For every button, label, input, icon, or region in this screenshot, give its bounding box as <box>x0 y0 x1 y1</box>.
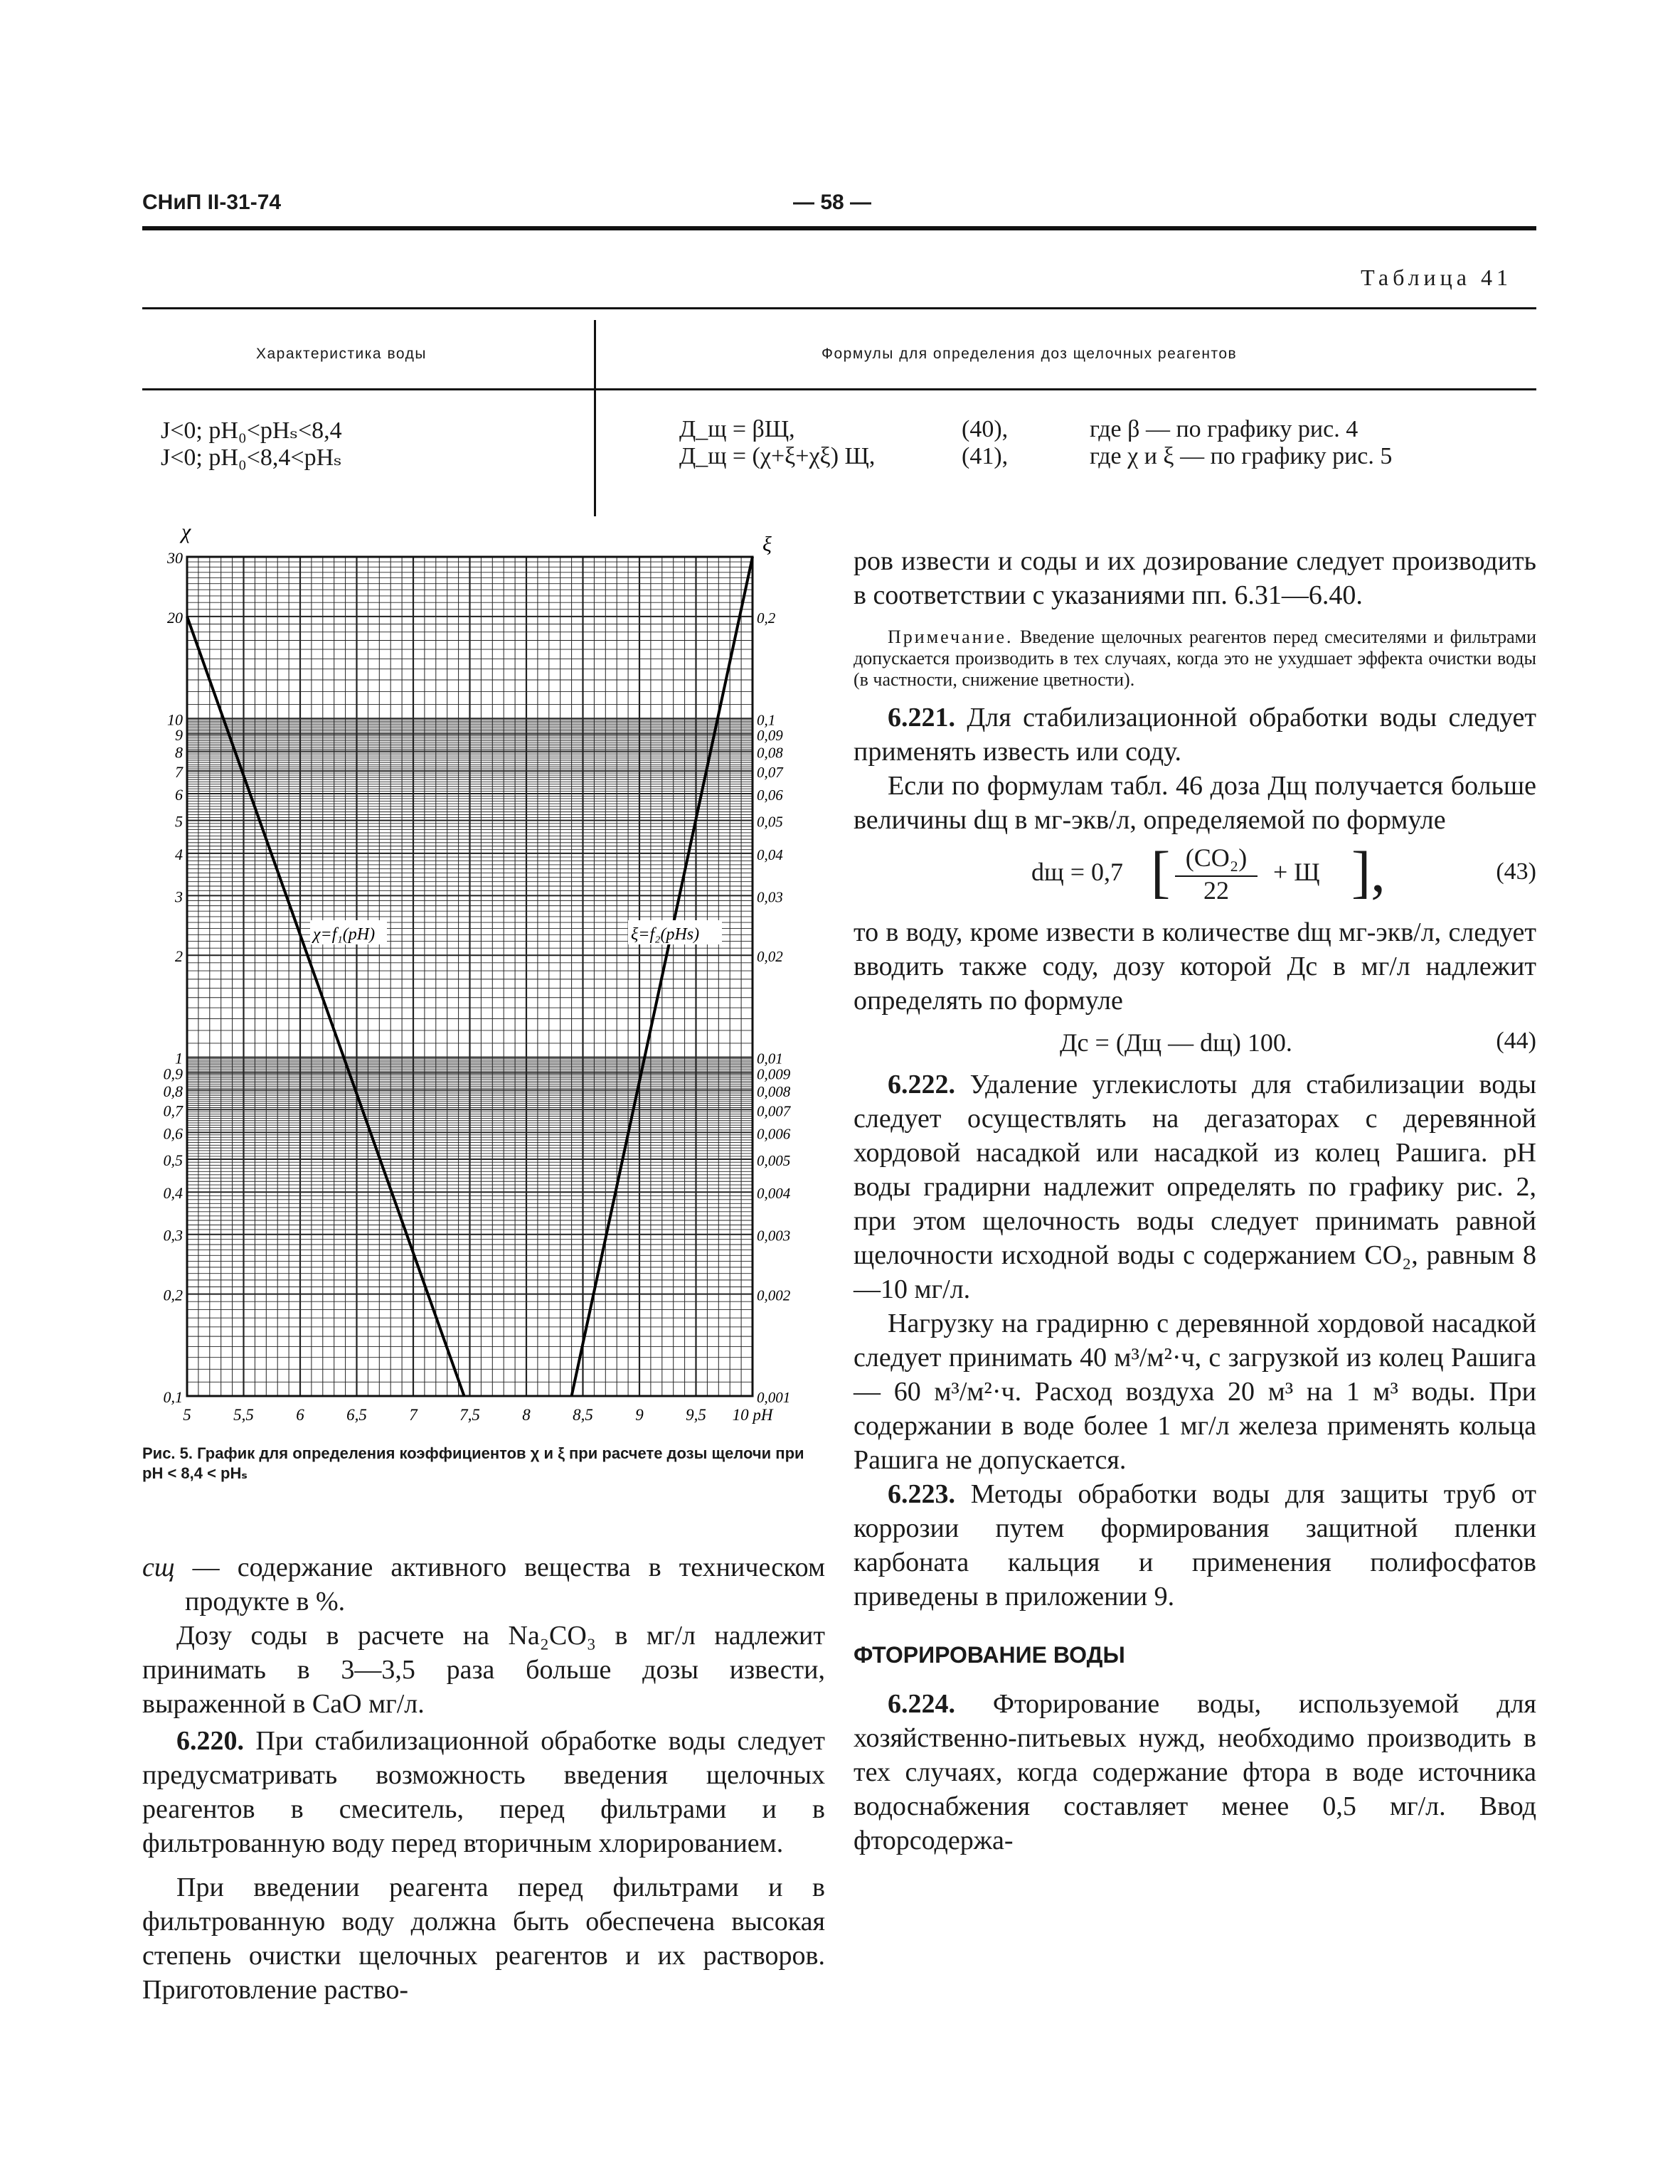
para-reagent-intro: При введении реагента перед фильтрами и в фильтрованную воду должна быть обеспечена высокая степень очистки щелочных реагентов и их растворов. Приготовление раство- <box>142 1873 825 2005</box>
para-load: Нагрузку на градирню с деревянной хордовой насадкой следует принимать 40 м³/м²·ч, с загрузкой из колец Рашига — 60 м³/м²·ч. Расход воздуха 20 м³ на 1 м³ воды. При содержании в воде более 1 мг/л железа применять кольца Рашига не допускается. <box>854 1309 1536 1475</box>
para-6-220 <box>142 1724 825 1860</box>
para-6-222 <box>854 1067 1536 1306</box>
eq43-numerator: (CO₂) <box>1185 843 1248 872</box>
p6222-number: 6.222. <box>888 1070 955 1099</box>
x-tick-label: 9 <box>635 1406 644 1424</box>
table-header-rule <box>142 388 1536 390</box>
left-tick-label: 0,5 <box>163 1151 183 1170</box>
left-tick-label: 1 <box>175 1049 183 1067</box>
eq43-bracket-open: [ <box>1151 839 1171 904</box>
eq43-denominator: 22 <box>1203 876 1229 905</box>
note <box>854 627 1536 691</box>
x-tick-label: 7 <box>409 1406 418 1424</box>
left-tick-label: 3 <box>175 888 183 906</box>
right-tick-label: 0,1 <box>757 711 776 729</box>
right-tick-label: 0,007 <box>757 1102 791 1120</box>
eq43-number: (43) <box>1496 858 1536 885</box>
left-axis-ticks <box>164 549 184 1406</box>
table-row2-condition: J<0; pH₀<8,4<pHₛ <box>161 444 342 471</box>
doc-code: СНиП II-31-74 <box>142 191 282 214</box>
p6222-text: Удаление углекислоты для стабилизации воды следует осуществлять на дегазаторах с деревянной хордовой насадкой или насадкой из колец Рашига. pH воды градирни надлежит определять по графику рис. 2, при этом щелочность воды следует принимать равной щелочности исходной воды с содержанием CO₂, равным 8—10 мг/л. <box>854 1070 1536 1304</box>
right-tick-label: 0,06 <box>757 786 783 804</box>
right-tick-label: 0,001 <box>757 1389 791 1406</box>
p6224-text: Фторирование воды, используемой для хозяйственно-питьевых нужд, необходимо производить в тех случаях, когда содержание фтора в воде источника водоснабжения составляет менее 0,5 мг/л. Ввод фторсодержа- <box>854 1689 1537 1855</box>
header-rule <box>142 226 1536 230</box>
left-tick-label: 4 <box>175 845 183 863</box>
eq43-lhs: dщ = 0,7 <box>1031 858 1124 886</box>
table-row2-number: (41), <box>962 443 1009 469</box>
right-axis-ticks <box>757 609 792 1406</box>
table-caption: Таблица 41 <box>1361 265 1512 290</box>
right-tick-label: 0,01 <box>757 1050 783 1067</box>
eq43-bracket-close: ], <box>1351 839 1386 904</box>
x-tick-label: 5,5 <box>233 1406 254 1424</box>
right-tick-label: 0,003 <box>757 1227 791 1245</box>
left-tick-label: 10 <box>167 710 183 729</box>
p6223-number: 6.223. <box>888 1479 955 1509</box>
x-tick-label: 7,5 <box>459 1406 480 1424</box>
para-6-224 <box>854 1687 1536 1858</box>
left-tick-label: 20 <box>167 608 183 627</box>
table-row2-note: где χ и ξ — по графику рис. 5 <box>1090 443 1393 469</box>
right-tick-label: 0,02 <box>757 948 783 966</box>
right-tick-label: 0,09 <box>757 727 783 745</box>
p6223-text: Методы обработки воды для защиты труб от коррозии путем формирования защитной пленки карбоната кальция и применения полифосфатов приведены в приложении 9. <box>854 1479 1536 1612</box>
x-tick-label: 9,5 <box>686 1406 706 1424</box>
right-tick-label: 0,002 <box>757 1287 791 1304</box>
right-tick-label: 0,2 <box>757 609 776 627</box>
left-tick-label: 0,1 <box>163 1388 183 1406</box>
right-tick-label: 0,03 <box>757 888 783 906</box>
eq43-rest: + Щ <box>1273 858 1320 886</box>
x-tick-label: 8,5 <box>573 1406 593 1424</box>
figure-caption <box>142 1444 825 1483</box>
table-top-rule <box>142 307 1536 309</box>
left-tick-label: 30 <box>167 549 183 567</box>
right-tick-label: 0,08 <box>757 744 783 762</box>
right-tick-label: 0,07 <box>757 764 783 782</box>
table-row2-formula: Д_щ = (χ+ξ+χξ) Щ, <box>679 443 876 469</box>
left-tick-label: 9 <box>175 726 183 745</box>
right-tick-label: 0,04 <box>757 846 783 863</box>
x-tick-label: 6,5 <box>346 1406 367 1424</box>
x-tick-label: 5 <box>183 1406 191 1424</box>
x-tick-label: 10 pH <box>732 1406 773 1424</box>
left-tick-label: 0,4 <box>163 1184 183 1203</box>
table-column-divider <box>594 320 596 516</box>
table-col2-header: Формулы для определения доз щелочных реагентов <box>822 346 1238 362</box>
section-title: ФТОРИРОВАНИЕ ВОДЫ <box>854 1642 1125 1668</box>
def-symbol: сщ <box>142 1552 175 1582</box>
table-row1-formula: Д_щ = βЩ, <box>679 416 795 442</box>
left-tick-label: 0,8 <box>163 1082 183 1100</box>
para-6-221 <box>854 701 1536 769</box>
left-tick-label: 0,9 <box>163 1065 183 1083</box>
right-tick-label: 0,004 <box>757 1185 791 1203</box>
left-column <box>142 1550 825 2007</box>
para-continuation: ров извести и соды и их дозирование следует производить в соответствии с указаниями пп. 6.31—6.40. <box>854 546 1536 610</box>
curve1-label: χ=f₁(pH) <box>313 925 376 944</box>
left-tick-label: 2 <box>175 947 183 966</box>
figure-caption-text: График для определения коэффициентов χ и ξ при расчете дозы щелочи при pH < 8,4 < pHₛ <box>142 1444 804 1482</box>
right-tick-label: 0,008 <box>757 1082 791 1100</box>
def-text: — содержание активного вещества в техническом продукте в %. <box>185 1552 825 1616</box>
para-if-dose: Если по формулам табл. 46 доза Дщ получается больше величины dщ в мг-экв/л, определяемой по формуле <box>854 771 1536 835</box>
equation-44 <box>854 1023 1536 1067</box>
right-tick-label: 0,006 <box>757 1125 791 1143</box>
figure-caption-number: Рис. 5. <box>142 1444 193 1462</box>
page-number: — 58 — <box>793 191 872 214</box>
left-tick-label: 6 <box>175 785 183 804</box>
left-tick-label: 0,6 <box>163 1124 183 1143</box>
right-tick-label: 0,05 <box>757 813 783 831</box>
x-tick-label: 6 <box>296 1406 304 1424</box>
left-tick-label: 0,3 <box>163 1226 183 1245</box>
x-axis-ticks <box>183 1406 774 1424</box>
p6220-text: При стабилизационной обработке воды следует предусматривать возможность введения щелочных реагентов в смеситель, перед фильтрами и в фильтрованную воду перед вторичным хлорированием. <box>142 1726 825 1858</box>
left-tick-label: 0,7 <box>163 1102 183 1120</box>
chart-grid <box>187 557 753 1396</box>
definition-cshch <box>142 1550 825 1619</box>
right-axis-symbol: ξ <box>762 533 772 556</box>
p6221-number: 6.221. <box>888 703 955 733</box>
eq44-formula: Дс = (Дщ — dщ) 100. <box>1060 1028 1292 1057</box>
note-label: Примечание. <box>888 627 1014 647</box>
para-soda-dose: Дозу соды в расчете на Na₂CO₃ в мг/л надлежит принимать в 3—3,5 раза больше дозы извести, выраженной в CaO мг/л. <box>142 1621 825 1719</box>
left-tick-label: 7 <box>175 763 183 782</box>
para-then-soda: то в воду, кроме извести в количестве dщ мг-экв/л, следует вводить также соду, дозу которой Дс в мг/л надлежит определять по формуле <box>854 917 1536 1016</box>
equation-43 <box>854 837 1536 915</box>
p6221-text: Для стабилизационной обработки воды следует применять известь или соду. <box>854 703 1536 767</box>
left-axis-symbol: χ <box>181 523 191 543</box>
right-tick-label: 0,005 <box>757 1152 791 1170</box>
p6224-number: 6.224. <box>888 1689 955 1719</box>
right-column <box>854 544 1536 1858</box>
table-row1-note: где β — по графику рис. 4 <box>1090 416 1359 442</box>
left-tick-label: 8 <box>175 743 183 762</box>
x-tick-label: 8 <box>522 1406 531 1424</box>
table-row1-number: (40), <box>962 416 1009 442</box>
note-text: Введение щелочных реагентов перед смесителями и фильтрами допускается производить в тех случаях, когда это не ухудшает эффекта очистки воды (в частности, снижение цветности). <box>854 627 1536 690</box>
table-col1-header: Характеристика воды <box>256 346 427 362</box>
p6220-number: 6.220. <box>176 1726 244 1756</box>
para-6-223 <box>854 1477 1536 1614</box>
table-row1-condition: J<0; pH₀<pHₛ<8,4 <box>161 417 342 444</box>
left-tick-label: 5 <box>175 812 183 831</box>
eq44-number: (44) <box>1496 1028 1536 1054</box>
figure-chart <box>142 523 846 1440</box>
left-tick-label: 0,2 <box>163 1286 183 1304</box>
curve2-label: ξ=f₂(pHs) <box>631 925 700 944</box>
right-tick-label: 0,009 <box>757 1065 791 1083</box>
